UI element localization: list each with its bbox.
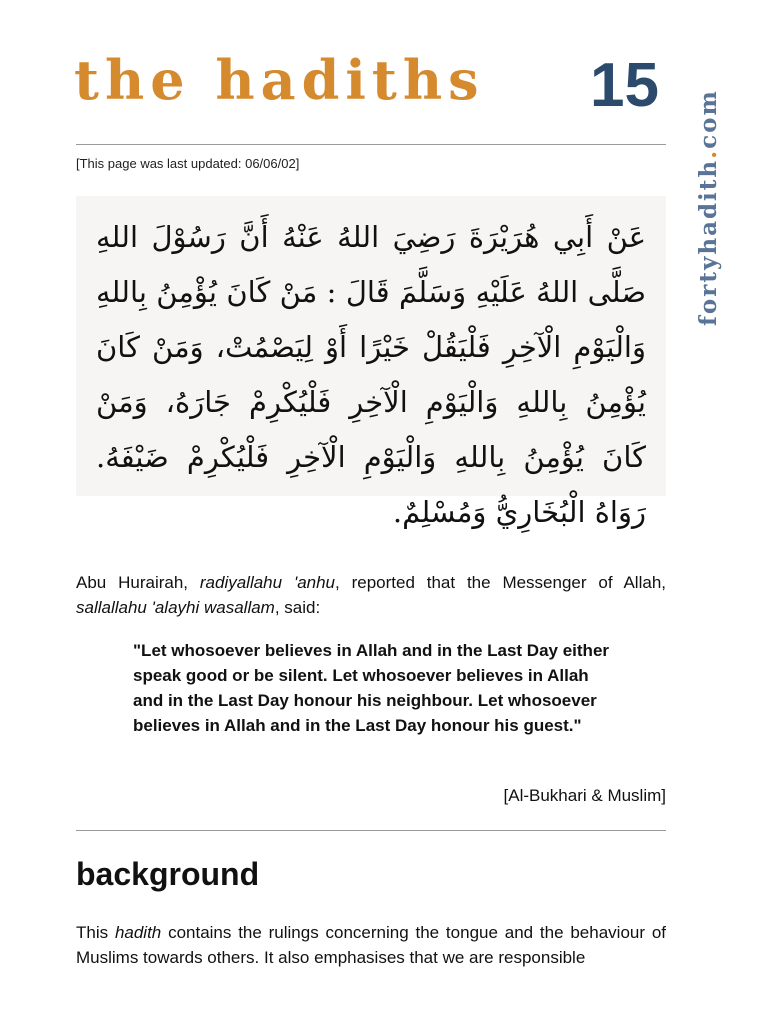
page-title: the hadiths	[74, 48, 485, 112]
brand-tld: com	[695, 89, 722, 149]
background-paragraph	[76, 920, 666, 970]
paragraph-text: This	[76, 923, 115, 942]
divider-top	[76, 144, 666, 145]
intro-text: , reported that the Messenger of Allah,	[335, 573, 666, 592]
hadith-source: [Al-Bukhari & Muslim]	[503, 786, 666, 805]
narration-intro	[76, 570, 666, 620]
paragraph-term: hadith	[114, 923, 162, 942]
hadith-quote: "Let whosoever believes in Allah and in the Last Day either speak good or be silent. Let whosoever believes in Allah and in the Last Day honour his neighbour. Let whosoever believes in Allah and in the Last Day honour his guest."	[133, 641, 610, 735]
brand-name: fortyhadith	[695, 158, 722, 326]
page-number: 15	[590, 51, 659, 120]
brand-logo[interactable]	[692, 50, 726, 330]
intro-honorific-prophet: sallallahu 'alayhi wasallam	[76, 598, 275, 617]
brand-dot: .	[695, 148, 722, 159]
intro-honorific-narrator: radiyallahu 'anhu	[199, 573, 336, 592]
last-updated: [This page was last updated: 06/06/02]	[76, 156, 300, 171]
arabic-hadith-text: عَنْ أَبِي هُرَيْرَةَ رَضِيَ اللهُ عَنْهُ أَنَّ رَسُوْلَ اللهِ صَلَّى اللهُ عَلَيْهِ وَسَلَّمَ قَالَ : مَنْ كَانَ يُؤْمِنُ بِاللهِ وَالْيَوْمِ الْآخِرِ فَلْيَقُلْ خَيْرًا أَوْ لِيَصْمُتْ، وَمَنْ كَانَ يُؤْمِنُ بِاللهِ وَالْيَوْمِ الْآخِرِ فَلْيُكْرِمْ جَارَهُ، وَمَنْ كَانَ يُؤْمِنُ بِاللهِ وَالْيَوْمِ الْآخِرِ فَلْيُكْرِمْ ضَيْفَهُ. رَوَاهُ الْبُخَارِيُّ وَمُسْلِمٌ.	[76, 196, 666, 496]
paragraph-text: contains the rulings concerning the tongue and the behaviour of Muslims towards others. It also emphasises that we are responsible	[76, 923, 666, 967]
intro-text: , said:	[274, 598, 321, 617]
section-heading: background	[76, 856, 260, 892]
intro-text: Abu Hurairah,	[76, 573, 200, 592]
divider-middle	[76, 830, 666, 831]
svg-text:fortyhadith.com	[695, 89, 722, 326]
